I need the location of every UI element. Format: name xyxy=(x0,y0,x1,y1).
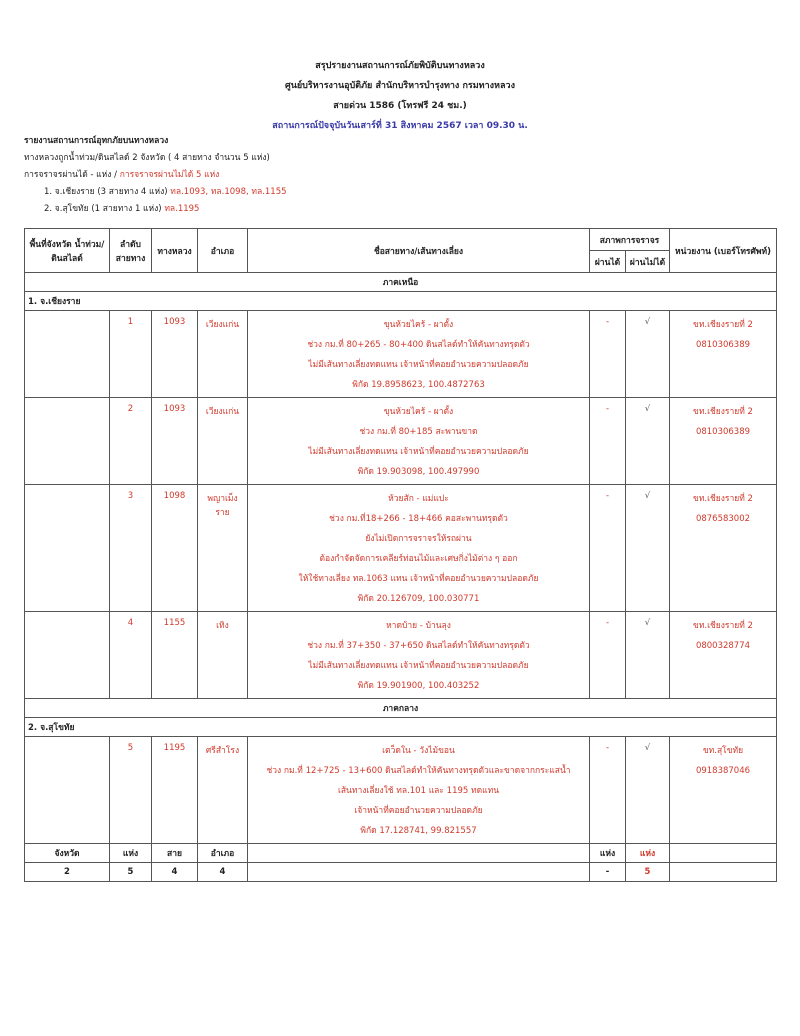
row-district: เทิง xyxy=(198,612,248,699)
region-row-central xyxy=(25,699,777,718)
row-route-line: พิกัด 20.126709, 100.030771 xyxy=(357,594,480,604)
header-traffic: สภาพการจราจร xyxy=(590,229,670,251)
footer-v-places: 5 xyxy=(110,863,152,882)
row-route-line: ช่วง กม.ที่ 80+265 - 80+400 ดินสไลด์ทำให้คันทางทรุดตัว xyxy=(307,340,530,350)
row-route-line: ยังไม่เปิดการจราจรให้รถผ่าน xyxy=(365,534,472,544)
row-route-line: พิกัด 19.903098, 100.497990 xyxy=(357,467,480,477)
table-row xyxy=(25,737,777,844)
row-nopass: √ xyxy=(626,398,670,485)
header-route: ชื่อสายทาง/เส้นทางเลี่ยง xyxy=(248,229,590,273)
footer-h-lines: สาย xyxy=(152,844,198,863)
province-1: 1. จ.เชียงราย xyxy=(25,292,777,311)
province-2: 2. จ.สุโขทัย xyxy=(25,718,777,737)
summary-affected: ทางหลวงถูกน้ำท่วม/ดินสไลด์ 2 จังหวัด ( 4 สายทาง จำนวน 5 แห่ง) xyxy=(24,153,270,163)
header-pass: ผ่านได้ xyxy=(590,251,626,273)
footer-header-row xyxy=(25,844,777,863)
row-unit xyxy=(670,612,777,699)
report-office: ศูนย์บริหารงานอุบัติภัย สำนักบริหารบำรุงทาง กรมทางหลวง xyxy=(285,81,515,91)
footer-h-province: จังหวัด xyxy=(25,844,110,863)
header-area: พื้นที่จังหวัด น้ำท่วม/ดินสไลด์ xyxy=(25,229,110,273)
row-nopass: √ xyxy=(626,485,670,612)
row-highway: 1155 xyxy=(152,612,198,699)
summary-traffic xyxy=(24,167,287,184)
row-route-line: หาดบ้าย - บ้านลุง xyxy=(386,621,451,631)
row-area-cell xyxy=(25,398,110,485)
summary-province-2-label: 2. จ.สุโขทัย (1 สายทาง 1 แห่ง) xyxy=(44,204,162,214)
row-unit-phone: 0810306389 xyxy=(695,427,751,437)
row-district: เวียงแก่น xyxy=(198,311,248,398)
row-unit-phone: 0810306389 xyxy=(695,340,751,350)
row-unit-name: ขท.เชียงรายที่ 2 xyxy=(693,320,753,330)
row-unit-phone: 0800328774 xyxy=(695,641,751,651)
row-route-detail xyxy=(248,485,590,612)
summary-province-2-routes: ทล.1195 xyxy=(164,204,200,214)
row-route-detail xyxy=(248,311,590,398)
row-area-cell xyxy=(25,737,110,844)
footer-h-places: แห่ง xyxy=(110,844,152,863)
header-unit: หน่วยงาน (เบอร์โทรศัพท์) xyxy=(670,229,777,273)
row-route-line: ห้วยสัก - แม่แปะ xyxy=(388,494,449,504)
row-route-line: พิกัด 19.8958623, 100.4872763 xyxy=(352,380,485,390)
report-hotline: สายด่วน 1586 (โทรฟรี 24 ชม.) xyxy=(333,101,467,111)
table-row xyxy=(25,398,777,485)
row-route-line: เตว็ดใน - วังไม้ขอน xyxy=(382,746,455,756)
header-nopass: ผ่านไม่ได้ xyxy=(626,251,670,273)
summary-passable: การจราจรผ่านได้ - แห่ง / xyxy=(24,170,117,180)
table-row xyxy=(25,612,777,699)
row-route-line: ช่วง กม.ที่ 37+350 - 37+650 ดินสไลด์ทำให้คันทางทรุดตัว xyxy=(307,641,530,651)
row-route-detail xyxy=(248,612,590,699)
row-unit-name: ขท.เชียงรายที่ 2 xyxy=(693,407,753,417)
footer-value-row xyxy=(25,863,777,882)
row-route-line: ให้ใช้ทางเลี่ยง ทล.1063 แทน เจ้าหน้าที่คอยอำนวยความปลอดภัย xyxy=(298,574,539,584)
summary-province-2 xyxy=(24,201,287,218)
row-pass: - xyxy=(590,612,626,699)
summary-impassable: การจราจรผ่านไม่ได้ 5 แห่ง xyxy=(119,170,220,180)
row-route-line: พิกัด 19.901900, 100.403252 xyxy=(357,681,480,691)
table-row xyxy=(25,485,777,612)
footer-v-nopass: 5 xyxy=(626,863,670,882)
row-district: ศรีสำโรง xyxy=(198,737,248,844)
row-unit xyxy=(670,311,777,398)
footer-h-district: อำเภอ xyxy=(198,844,248,863)
row-unit xyxy=(670,737,777,844)
row-route-line: ไม่มีเส้นทางเลี่ยงทดแทน เจ้าหน้าที่คอยอำนวยความปลอดภัย xyxy=(308,447,529,457)
footer-v-lines: 4 xyxy=(152,863,198,882)
table-header-row xyxy=(25,229,777,251)
footer-h-nopass: แห่ง xyxy=(626,844,670,863)
region-row-north xyxy=(25,273,777,292)
footer-h-unit-blank xyxy=(670,844,777,863)
summary-province-1 xyxy=(24,184,287,201)
row-route-line: ช่วง กม.ที่ 12+725 - 13+600 ดินสไลด์ทำให้คันทางทรุดตัวและขาดจากกระแสน้ำ xyxy=(266,766,571,776)
row-route-line: ขุนห้วยไคร้ - ผาตั้ง xyxy=(383,320,454,330)
row-order: 5 xyxy=(110,737,152,844)
row-unit-phone: 0876583002 xyxy=(695,514,751,524)
row-route-line: ไม่มีเส้นทางเลี่ยงทดแทน เจ้าหน้าที่คอยอำนวยความปลอดภัย xyxy=(308,360,529,370)
row-route-detail xyxy=(248,737,590,844)
summary-title: รายงานสถานการณ์อุทกภัยบนทางหลวง xyxy=(24,136,169,146)
province-row-1 xyxy=(25,292,777,311)
row-highway: 1098 xyxy=(152,485,198,612)
footer-v-district: 4 xyxy=(198,863,248,882)
row-unit-name: ขท.เชียงรายที่ 2 xyxy=(693,494,753,504)
row-unit-name: ขท.สุโขทัย xyxy=(702,746,744,756)
row-highway: 1195 xyxy=(152,737,198,844)
report-header xyxy=(0,56,800,136)
row-nopass: √ xyxy=(626,311,670,398)
row-unit-name: ขท.เชียงรายที่ 2 xyxy=(693,621,753,631)
summary-province-1-routes: ทล.1093, ทล.1098, ทล.1155 xyxy=(170,187,287,197)
row-highway: 1093 xyxy=(152,398,198,485)
row-order: 2 xyxy=(110,398,152,485)
row-route-line: ช่วง กม.ที่18+266 - 18+466 คอสะพานทรุดตัว xyxy=(329,514,508,524)
row-area-cell xyxy=(25,485,110,612)
province-row-2 xyxy=(25,718,777,737)
row-pass: - xyxy=(590,737,626,844)
footer-v-pass: - xyxy=(590,863,626,882)
row-pass: - xyxy=(590,311,626,398)
flood-report-table xyxy=(24,228,777,882)
row-nopass: √ xyxy=(626,737,670,844)
row-order: 3 xyxy=(110,485,152,612)
header-district: อำเภอ xyxy=(198,229,248,273)
footer-v-unit-blank xyxy=(670,863,777,882)
row-route-line: ต้องกำจัดจัดการเคลียร์ท่อนไม้และเศษกิ่งไม้ต่าง ๆ ออก xyxy=(319,554,518,564)
row-route-line: เจ้าหน้าที่คอยอำนวยความปลอดภัย xyxy=(354,806,483,816)
footer-h-pass: แห่ง xyxy=(590,844,626,863)
region-north: ภาคเหนือ xyxy=(25,273,777,292)
north-rows xyxy=(25,311,777,699)
row-route-line: ขุนห้วยไคร้ - ผาตั้ง xyxy=(383,407,454,417)
row-route-line: ช่วง กม.ที่ 80+185 สะพานขาด xyxy=(359,427,478,437)
region-central: ภาคกลาง xyxy=(25,699,777,718)
row-area-cell xyxy=(25,612,110,699)
row-unit xyxy=(670,485,777,612)
row-order: 4 xyxy=(110,612,152,699)
summary-section xyxy=(24,133,287,218)
central-rows xyxy=(25,737,777,844)
row-unit-phone: 0918387046 xyxy=(695,766,751,776)
row-highway: 1093 xyxy=(152,311,198,398)
row-district: พญาเม็งราย xyxy=(198,485,248,612)
table-row xyxy=(25,311,777,398)
report-status-date: สถานการณ์ปัจจุบันวันเสาร์ที่ 31 สิงหาคม 2567 เวลา 09.30 น. xyxy=(272,121,528,131)
row-pass: - xyxy=(590,485,626,612)
footer-h-blank xyxy=(248,844,590,863)
row-route-line: เส้นทางเลี่ยงใช้ ทล.101 และ 1195 ทดแทน xyxy=(337,786,500,796)
row-unit xyxy=(670,398,777,485)
header-highway: ทางหลวง xyxy=(152,229,198,273)
row-route-detail xyxy=(248,398,590,485)
footer-v-blank xyxy=(248,863,590,882)
row-order: 1 xyxy=(110,311,152,398)
row-area-cell xyxy=(25,311,110,398)
row-route-line: ไม่มีเส้นทางเลี่ยงทดแทน เจ้าหน้าที่คอยอำนวยความปลอดภัย xyxy=(308,661,529,671)
row-route-line: พิกัด 17.128741, 99.821557 xyxy=(360,826,477,836)
footer-v-province: 2 xyxy=(25,863,110,882)
report-title: สรุปรายงานสถานการณ์ภัยพิบัติบนทางหลวง xyxy=(315,61,485,71)
row-pass: - xyxy=(590,398,626,485)
row-nopass: √ xyxy=(626,612,670,699)
row-district: เวียงแก่น xyxy=(198,398,248,485)
summary-province-1-label: 1. จ.เชียงราย (3 สายทาง 4 แห่ง) xyxy=(44,187,168,197)
header-order: ลำดับ สายทาง xyxy=(110,229,152,273)
